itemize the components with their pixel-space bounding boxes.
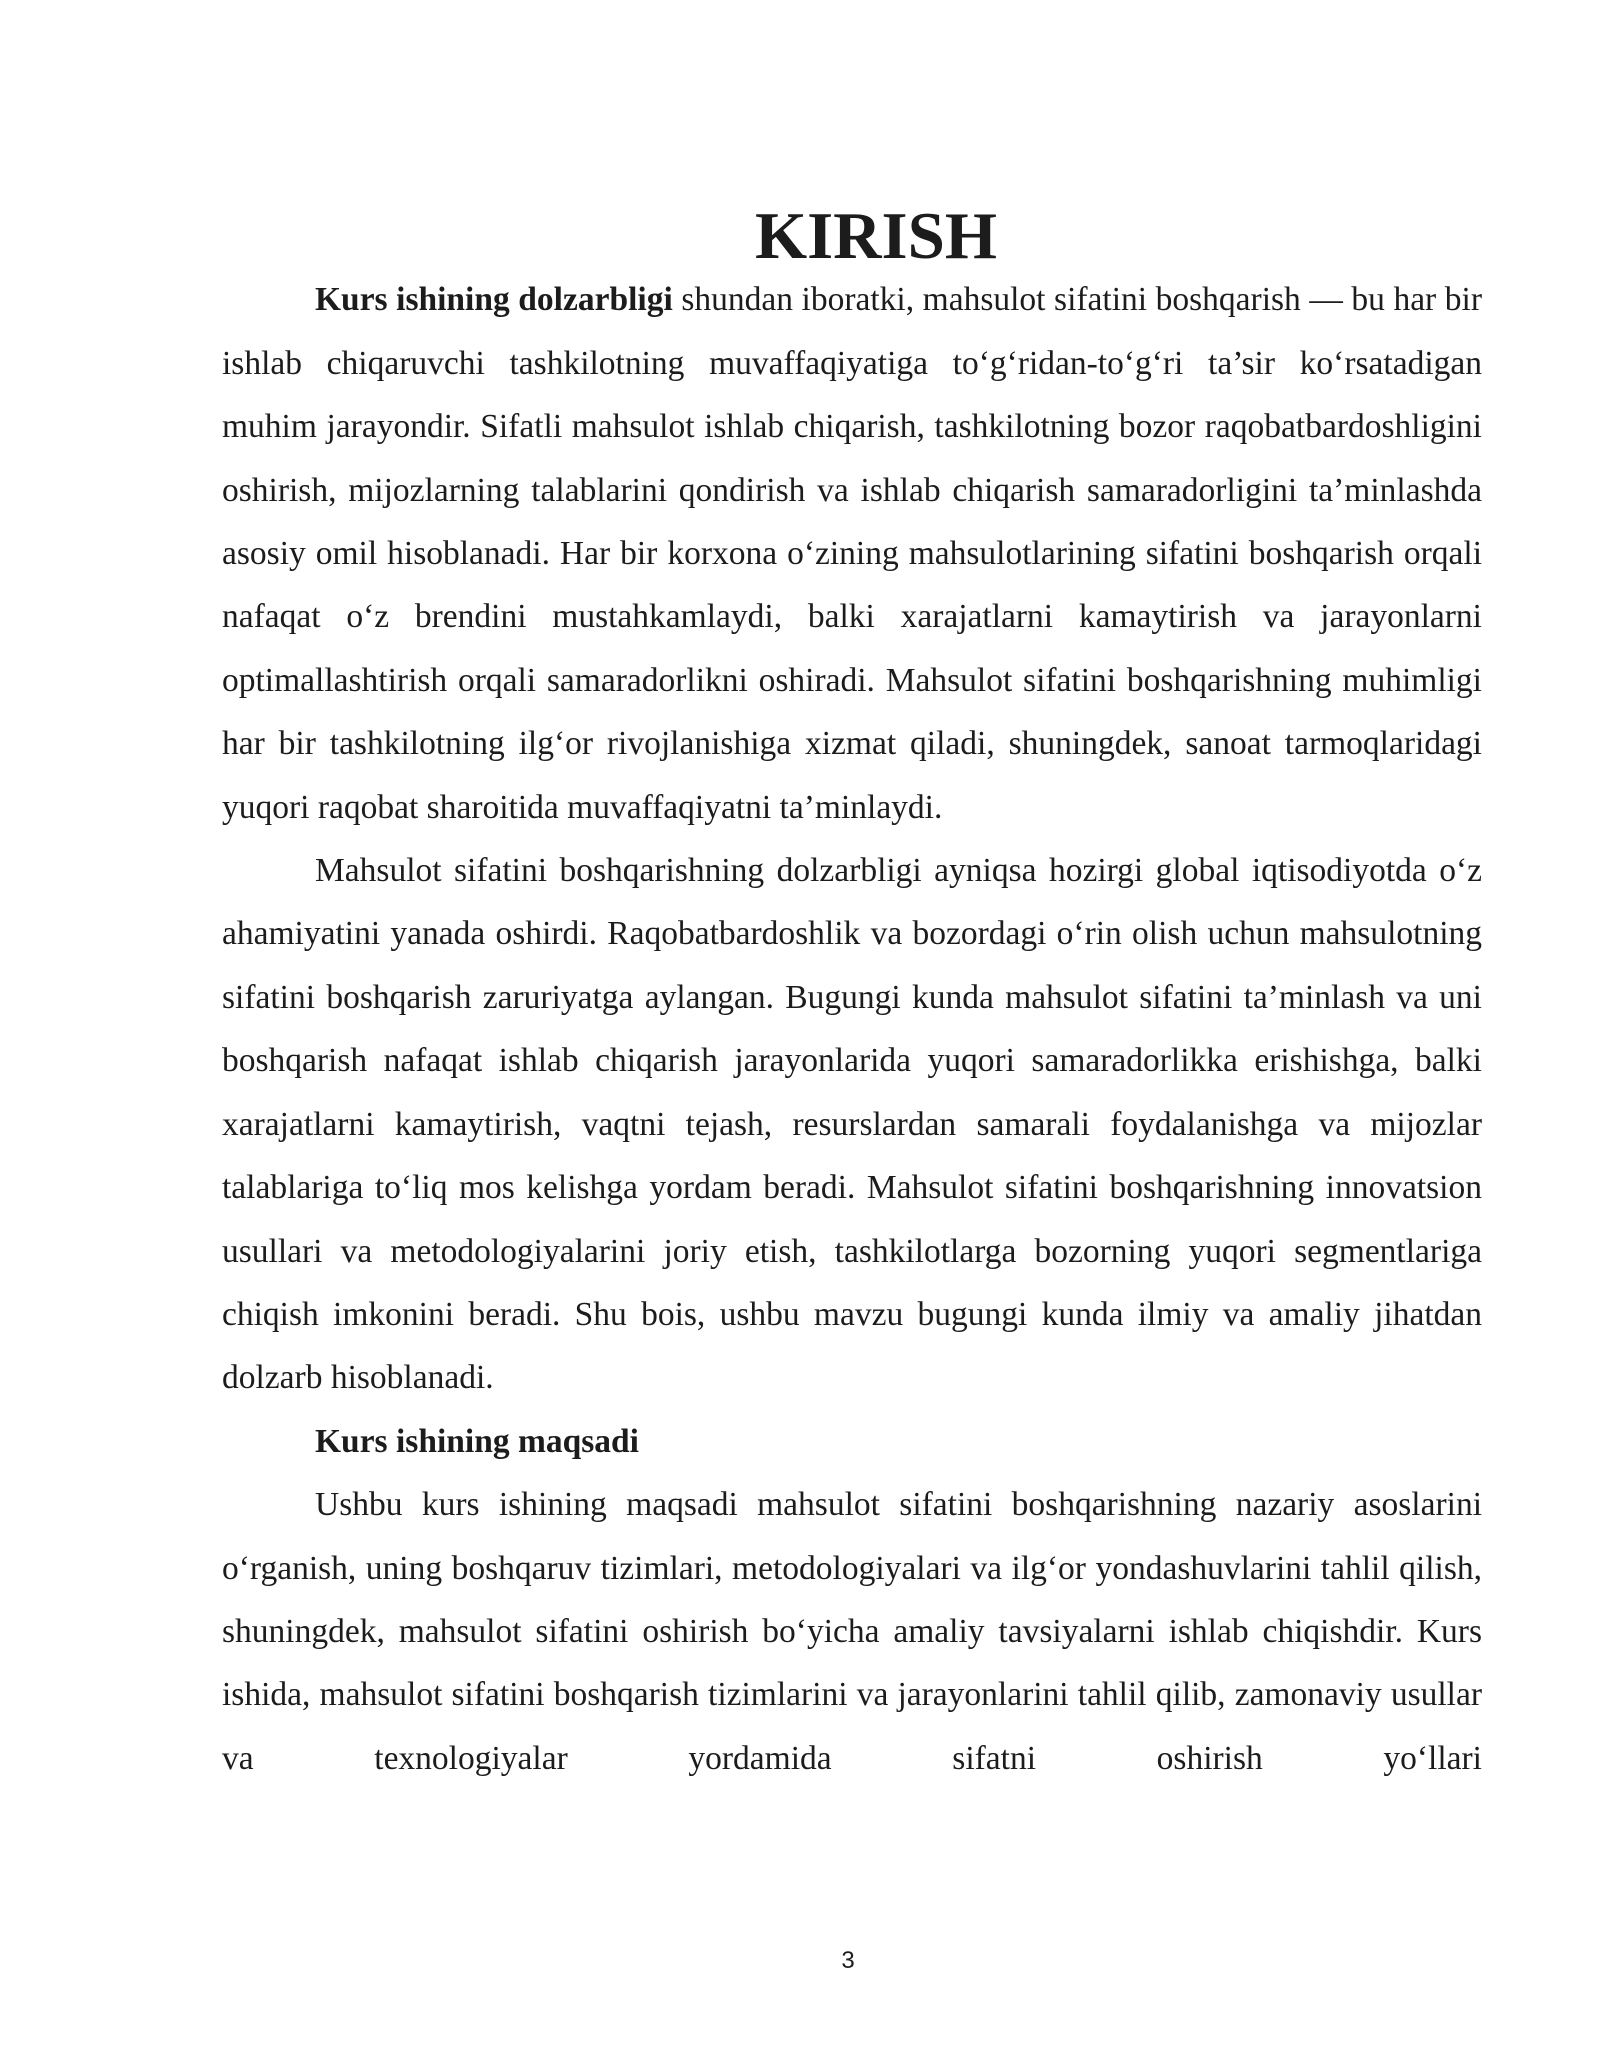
section-subheading: Kurs ishining maqsadi [315, 1422, 639, 1460]
paragraph-lead: Kurs ishining dolzarbligi [315, 281, 673, 319]
paragraph-text: shundan iboratki, mahsulot sifatini boshqarish — bu har bir ishlab chiqaruvchi tashkilotning muvaffaqiyatiga to‘g‘ridan-to‘g‘ri ta’sir ko‘rsatadigan muhim jarayondir. Sifatli mahsulot ishlab chiqarish, tashkilotning bozor raqobatbardoshligini oshirish, mijozlarning talablarini qondirish va ishlab chiqarish samaradorligini ta’minlashda asosiy omil hisoblanadi. Har bir korxona o‘zining mahsulotlarining sifatini boshqarish orqali nafaqat o‘z brendini mustahkamlaydi, balki xarajatlarni kamaytirish va jarayonlarni optimallashtirish orqali samaradorlikni oshiradi. Mahsulot sifatini boshqarishning muhimligi har bir tashkilotning ilg‘or rivojlanishiga xizmat qiladi, shuningdek, sanoat tarmoqlaridagi yuqori raqobat sharoitida muvaffaqiyatni ta’minlaydi. [222, 281, 1482, 826]
paragraph-relevance [222, 268, 1482, 839]
page-title: KIRISH [754, 199, 998, 273]
paragraph-global: Mahsulot sifatini boshqarishning dolzarbligi ayniqsa hozirgi global iqtisodiyotda o‘z ahamiyatini yanada oshirdi. Raqobatbardoshlik va bozordagi o‘rin olish uchun mahsulotning sifatini boshqarish zaruriyatga aylangan. Bugungi kunda mahsulot sifatini ta’minlash va uni boshqarish nafaqat ishlab chiqarish jarayonlarida yuqori samaradorlikka erishishga, balki xarajatlarni kamaytirish, vaqtni tejash, resurslardan samarali foydalanishga va mijozlar talablariga to‘liq mos kelishga yordam beradi. Mahsulot sifatini boshqarishning innovatsion usullari va metodologiyalarini joriy etish, tashkilotlarga bozorning yuqori segmentlariga chiqish imkonini beradi. Shu bois, ushbu mavzu bugungi kunda ilmiy va amaliy jihatdan dolzarb hisoblanadi. [222, 852, 1482, 1397]
paragraph-goal: Ushbu kurs ishining maqsadi mahsulot sifatini boshqarishning nazariy asoslarini o‘rganish, uning boshqaruv tizimlari, metodologiyalari va ilg‘or yondashuvlarini tahlil qilish, shuningdek, mahsulot sifatini oshirish bo‘yicha amaliy tavsiyalarni ishlab chiqishdir. Kurs ishida, mahsulot sifatini boshqarish tizimlarini va jarayonlarini tahlil qilib, zamonaviy usullar va texnologiyalar yordamida sifatni oshirish yo‘llari [222, 1486, 1482, 1777]
page-content [222, 199, 1482, 1790]
page-number: 3 [841, 1947, 855, 1974]
